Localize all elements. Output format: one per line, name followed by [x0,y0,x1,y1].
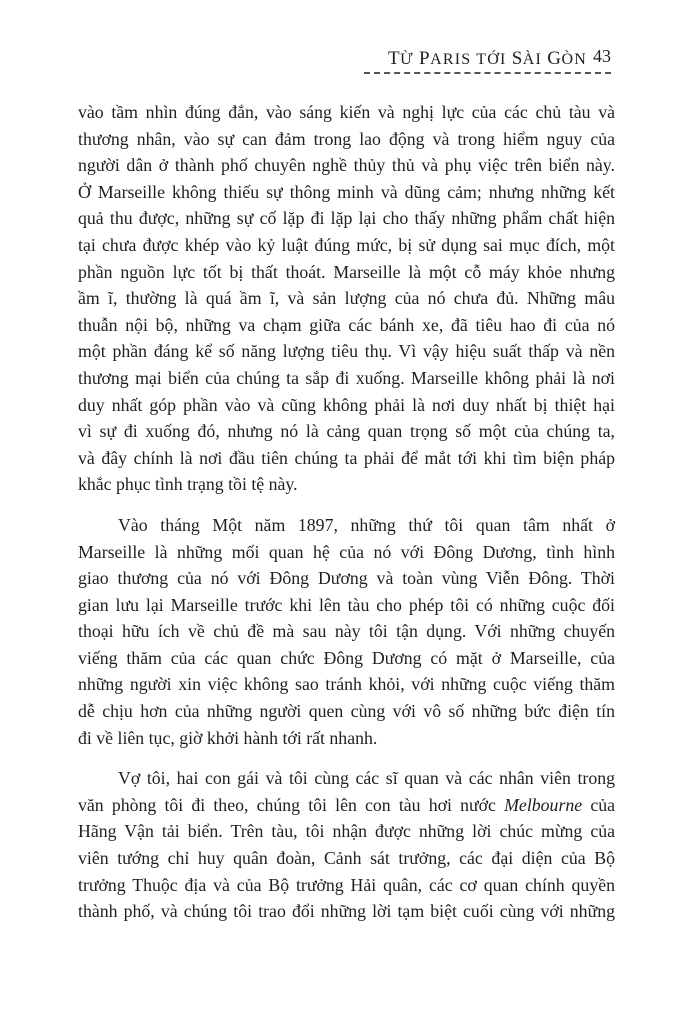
text-line: duy nhất góp phần vào và cũng không phải là nơi duy nhất bị thiệt hại [78,394,615,415]
running-header-title [388,48,587,70]
text-line: vào tầm nhìn đúng đắn, vào sáng kiến và nghị lực của các chủ tàu và [78,102,615,122]
header-title-part: T [388,48,401,69]
ship-name: Melbourne [504,794,583,815]
text-run: văn phòng tôi đi theo, chúng tôi lên con tàu hơi nước [78,794,505,815]
text-line: Ở Marseille không thiếu sự thông minh và dũng cảm; nhưng những kết [78,181,615,202]
text-line: vì sự đi xuống đó, nhưng nó là cảng quan trọng số một của chúng ta, [78,421,615,442]
body-text [78,99,615,925]
text-line-with-italic [78,792,615,819]
header-title-part: ÀI [522,51,548,68]
text-line: trưởng Thuộc địa và của Bộ trưởng Hải quân, các cơ quan chính quyền [78,874,615,895]
text-line: một phần đáng kể số năng lượng tiêu thụ. Vì vậy hiệu suất thấp và nền [78,341,615,362]
text-line: và đây chính là nơi đầu tiên chúng ta phải để mắt tới khi tìm biện pháp [78,447,615,468]
header-title-part: ÒN [561,51,587,68]
paragraph-2 [78,512,615,751]
text-line: những người xin việc không sao tránh khỏi, với những cuộc viếng thăm [78,674,615,695]
text-line: dễ chịu hơn của những người quen cùng với vô số những bức điện tín [78,701,615,722]
text-line: phần nguồn lực tốt bị thất thoát. Marseille là một cỗ máy khỏe nhưng [78,261,615,282]
text-run: của [582,794,615,815]
text-line: thương mại biển của chúng ta sắp đi xuống. Marseille không phải là nơi [78,367,615,388]
text-line: tại chưa được khép vào kỷ luật đúng mức, bị sử dụng sai mục đích, một [78,234,615,255]
header-title-part: G [547,48,562,69]
paragraph-1 [78,99,615,498]
text-line: thoại hữu ích về chủ đề mà sau này tôi tận dụng. Với những chuyến [78,621,615,642]
text-line: Vợ tôi, hai con gái và tôi cùng các sĩ quan và các nhân viên trong [118,768,615,789]
text-line: viên tướng chỉ huy quân đoàn, Cảnh sát trưởng, các đại diện của Bộ [78,848,615,869]
text-line: Hãng Vận tải biển. Trên tàu, tôi nhận được những lời chúc mừng của [78,821,615,842]
text-line: quả thu được, những sự cố lặp đi lặp lại cho thấy những phẩm chất hiện [78,208,615,229]
text-line: thương nhân, vào sự can đảm trong lao động và trong hiểm nguy của [78,128,615,149]
text-line: viếng thăm của các quan chức Đông Dương có mặt ở Marseille, của [78,647,615,668]
text-line: người dân ở thành phố chuyên nghề thủy thủ và phụ việc trên biển này. [78,155,615,176]
header-title-part: ARIS TỚI [430,51,512,68]
header-dashed-rule [364,72,611,74]
text-line: đi về liên tục, giờ khởi hành tới rất nhanh. [78,727,378,748]
text-line: thành phố, và chúng tôi trao đổi những lời tạm biệt cuối cùng với những [78,901,615,922]
page-number: 43 [593,46,611,66]
text-line: ầm ĩ, thường là quá ầm ĩ, và sản lượng của nó chưa đủ. Những mâu [78,288,615,309]
running-header [0,44,681,76]
header-title-part: Ừ [400,51,419,68]
header-title-part: S [511,48,523,69]
header-title-part: P [418,48,431,69]
text-line: khắc phục tình trạng tồi tệ này. [78,474,298,495]
text-line: thuẫn nội bộ, những va chạm giữa các bánh xe, đã tiêu hao đi của nó [78,314,615,335]
text-line: Marseille là những mối quan hệ của nó với Đông Dương, tình hình [78,541,615,562]
text-line: giao thương của nó với Đông Dương và toàn vùng Viễn Đông. Thời [78,568,615,589]
text-line: gian lưu lại Marseille trước khi lên tàu cho phép tôi có những cuộc đối [78,594,615,615]
paragraph-3 [78,765,615,925]
text-line: Vào tháng Một năm 1897, những thứ tôi quan tâm nhất ở [118,514,615,535]
